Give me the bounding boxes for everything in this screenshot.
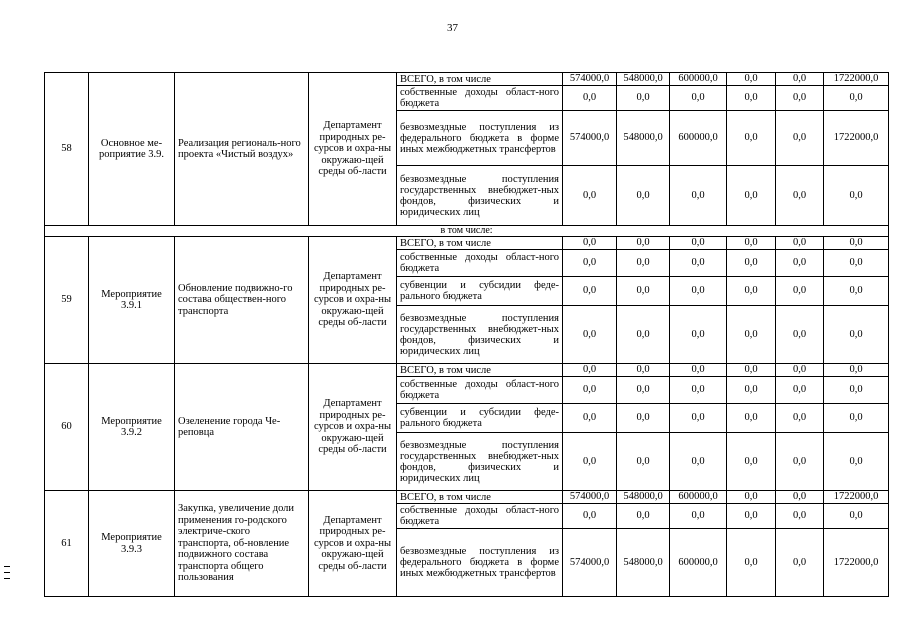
measure-title: Закупка, увеличение доли применения го-родского электриче-ского транспорта, об-новление подвижного состава транспорта общего пользования	[175, 491, 309, 597]
table-row	[45, 237, 889, 250]
funding-value: 0,0	[824, 364, 889, 377]
funding-value: 0,0	[824, 166, 889, 226]
funding-value: 0,0	[727, 504, 776, 529]
measure-type: Мероприятие 3.9.1	[89, 237, 175, 364]
funding-value: 0,0	[670, 237, 727, 250]
margin-mark	[4, 578, 10, 579]
funding-value: 0,0	[824, 306, 889, 364]
funding-value: 0,0	[776, 166, 824, 226]
funding-source: безвозмездные поступления из федерального бюджета в форме иных межбюджетных трансфертов	[397, 529, 563, 597]
responsible-department: Департамент природных ре-сурсов и охра-ны окружаю-щей среды об-ласти	[309, 364, 397, 491]
funding-source: собственные доходы област-ного бюджета	[397, 377, 563, 404]
funding-value: 0,0	[617, 166, 670, 226]
table-row	[45, 73, 889, 86]
funding-value: 1722000,0	[824, 529, 889, 597]
funding-value: 0,0	[670, 364, 727, 377]
measure-type: Мероприятие 3.9.3	[89, 491, 175, 597]
funding-source: безвозмездные поступления государственных внебюджет-ных фондов, физических и юридических лиц	[397, 166, 563, 226]
funding-value: 0,0	[617, 404, 670, 433]
funding-value: 0,0	[727, 250, 776, 277]
funding-value: 0,0	[563, 166, 617, 226]
funding-value: 0,0	[727, 111, 776, 166]
funding-value: 0,0	[727, 377, 776, 404]
funding-value: 1722000,0	[824, 73, 889, 86]
measure-title: Обновление подвижно-го состава обществен-ного транспорта	[175, 237, 309, 364]
margin-mark	[4, 566, 10, 567]
funding-value: 0,0	[727, 491, 776, 504]
funding-value: 0,0	[824, 250, 889, 277]
funding-value: 0,0	[617, 306, 670, 364]
funding-value: 548000,0	[617, 73, 670, 86]
funding-value: 0,0	[776, 433, 824, 491]
funding-value: 0,0	[670, 377, 727, 404]
funding-value: 0,0	[563, 404, 617, 433]
funding-value: 0,0	[776, 364, 824, 377]
margin-mark	[4, 572, 10, 573]
funding-source: ВСЕГО, в том числе	[397, 491, 563, 504]
funding-value: 574000,0	[563, 529, 617, 597]
funding-value: 0,0	[617, 433, 670, 491]
funding-value: 548000,0	[617, 491, 670, 504]
funding-source: субвенции и субсидии феде-рального бюджета	[397, 277, 563, 306]
funding-value: 0,0	[727, 237, 776, 250]
funding-value: 0,0	[824, 404, 889, 433]
table-body	[45, 73, 889, 597]
funding-value: 600000,0	[670, 111, 727, 166]
funding-value: 1722000,0	[824, 491, 889, 504]
funding-value: 0,0	[824, 504, 889, 529]
funding-value: 0,0	[776, 306, 824, 364]
funding-value: 574000,0	[563, 491, 617, 504]
table-split-row	[45, 226, 889, 237]
measure-title: Реализация региональ-ного проекта «Чистый воздух»	[175, 73, 309, 226]
funding-value: 0,0	[670, 166, 727, 226]
funding-value: 0,0	[563, 250, 617, 277]
funding-value: 0,0	[670, 433, 727, 491]
funding-value: 574000,0	[563, 73, 617, 86]
funding-value: 0,0	[776, 111, 824, 166]
funding-source: ВСЕГО, в том числе	[397, 364, 563, 377]
row-number: 58	[45, 73, 89, 226]
funding-value: 0,0	[563, 86, 617, 111]
measure-type: Основное ме-роприятие 3.9.	[89, 73, 175, 226]
funding-value: 0,0	[824, 86, 889, 111]
funding-value: 0,0	[563, 433, 617, 491]
funding-value: 0,0	[824, 237, 889, 250]
funding-value: 0,0	[670, 404, 727, 433]
funding-value: 0,0	[617, 237, 670, 250]
funding-value: 0,0	[776, 529, 824, 597]
funding-value: 0,0	[727, 166, 776, 226]
funding-source: безвозмездные поступления государственных внебюджет-ных фондов, физических и юридических лиц	[397, 433, 563, 491]
funding-value: 0,0	[670, 277, 727, 306]
table-row	[45, 364, 889, 377]
funding-value: 0,0	[776, 250, 824, 277]
funding-value: 0,0	[670, 504, 727, 529]
funding-value: 0,0	[727, 86, 776, 111]
measure-type: Мероприятие 3.9.2	[89, 364, 175, 491]
funding-value: 0,0	[727, 73, 776, 86]
funding-value: 0,0	[727, 404, 776, 433]
funding-value: 600000,0	[670, 529, 727, 597]
funding-value: 0,0	[727, 529, 776, 597]
funding-value: 0,0	[776, 404, 824, 433]
funding-value: 0,0	[563, 377, 617, 404]
table-row	[45, 491, 889, 504]
responsible-department: Департамент природных ре-сурсов и охра-ны окружаю-щей среды об-ласти	[309, 491, 397, 597]
funding-value: 0,0	[776, 277, 824, 306]
funding-value: 0,0	[617, 364, 670, 377]
funding-value: 574000,0	[563, 111, 617, 166]
funding-table	[44, 72, 889, 597]
funding-value: 0,0	[727, 364, 776, 377]
funding-value: 0,0	[563, 277, 617, 306]
funding-source: собственные доходы област-ного бюджета	[397, 504, 563, 529]
responsible-department: Департамент природных ре-сурсов и охра-ны окружаю-щей среды об-ласти	[309, 237, 397, 364]
funding-source: ВСЕГО, в том числе	[397, 73, 563, 86]
funding-value: 0,0	[776, 504, 824, 529]
funding-value: 0,0	[727, 433, 776, 491]
funding-value: 0,0	[670, 306, 727, 364]
measure-title: Озеленение города Че-реповца	[175, 364, 309, 491]
funding-value: 0,0	[824, 377, 889, 404]
funding-source: ВСЕГО, в том числе	[397, 237, 563, 250]
funding-value: 0,0	[824, 277, 889, 306]
funding-value: 0,0	[563, 237, 617, 250]
funding-value: 0,0	[727, 277, 776, 306]
funding-value: 0,0	[776, 377, 824, 404]
funding-value: 0,0	[670, 86, 727, 111]
funding-value: 0,0	[617, 504, 670, 529]
funding-value: 0,0	[563, 504, 617, 529]
funding-value: 0,0	[727, 306, 776, 364]
funding-value: 0,0	[617, 377, 670, 404]
funding-value: 548000,0	[617, 111, 670, 166]
row-number: 59	[45, 237, 89, 364]
responsible-department: Департамент природных ре-сурсов и охра-ны окружаю-щей среды об-ласти	[309, 73, 397, 226]
funding-source: собственные доходы област-ного бюджета	[397, 250, 563, 277]
funding-value: 0,0	[617, 277, 670, 306]
funding-value: 0,0	[617, 250, 670, 277]
funding-value: 0,0	[776, 491, 824, 504]
funding-value: 1722000,0	[824, 111, 889, 166]
funding-value: 0,0	[617, 86, 670, 111]
funding-source: безвозмездные поступления государственных внебюджет-ных фондов, физических и юридических лиц	[397, 306, 563, 364]
funding-value: 0,0	[776, 86, 824, 111]
row-number: 61	[45, 491, 89, 597]
funding-source: безвозмездные поступления из федерального бюджета в форме иных межбюджетных трансфертов	[397, 111, 563, 166]
funding-value: 600000,0	[670, 491, 727, 504]
funding-value: 0,0	[563, 364, 617, 377]
funding-value: 0,0	[776, 237, 824, 250]
funding-value: 0,0	[670, 250, 727, 277]
funding-value: 600000,0	[670, 73, 727, 86]
funding-source: субвенции и субсидии феде-рального бюджета	[397, 404, 563, 433]
row-number: 60	[45, 364, 89, 491]
split-label: в том числе:	[45, 226, 889, 237]
funding-value: 0,0	[824, 433, 889, 491]
funding-value: 548000,0	[617, 529, 670, 597]
funding-value: 0,0	[563, 306, 617, 364]
funding-source: собственные доходы област-ного бюджета	[397, 86, 563, 111]
page-number: 37	[447, 22, 458, 34]
funding-value: 0,0	[776, 73, 824, 86]
